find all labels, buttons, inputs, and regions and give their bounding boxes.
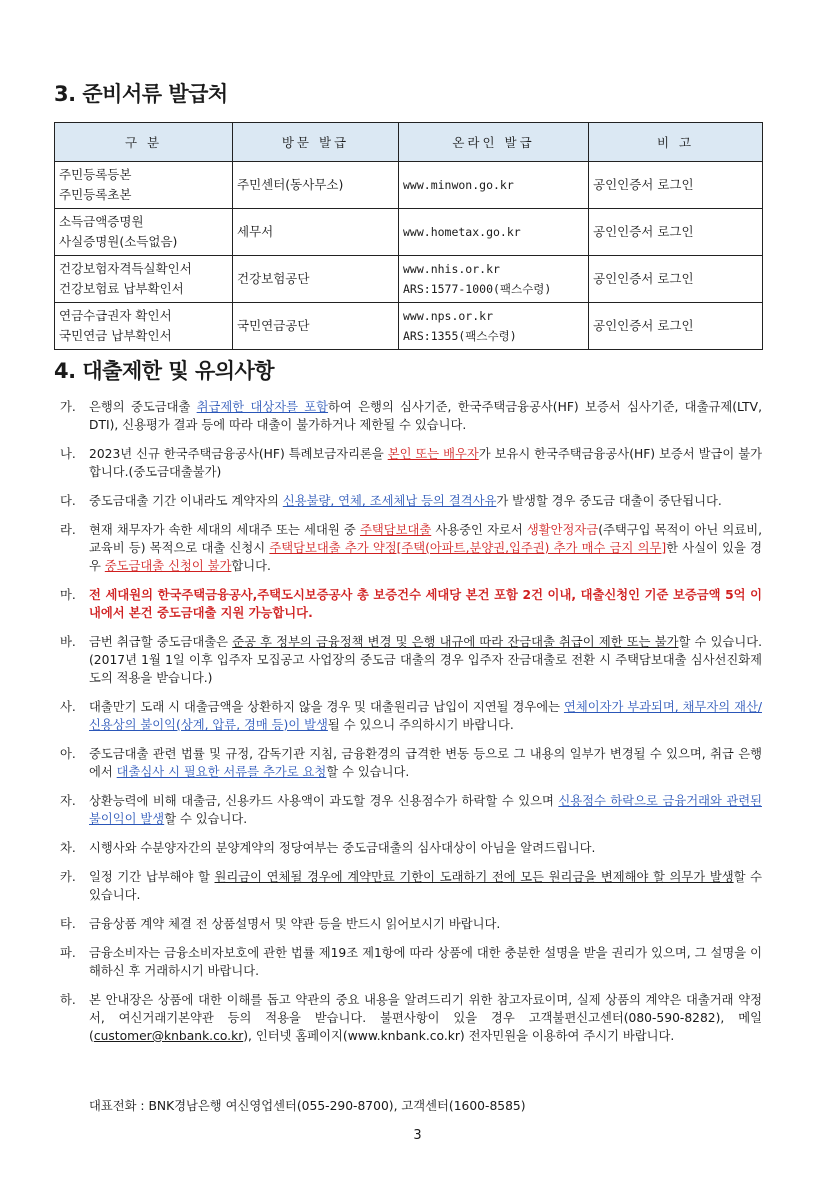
text-run: 할 수 있습니다. xyxy=(164,812,248,826)
header-note: 비 고 xyxy=(589,123,763,162)
text-run: 될 수 있으니 주의하시기 바랍니다. xyxy=(327,718,514,732)
list-item xyxy=(60,944,762,980)
text-run: (주택구입 목적이 아닌 의료비, 교육비 등) 목적으로 대출 신청시 xyxy=(89,523,762,555)
table-row xyxy=(55,303,763,350)
item-marker: 파. xyxy=(60,946,76,960)
item-text xyxy=(89,492,762,510)
item-marker: 다. xyxy=(60,494,76,508)
item-text xyxy=(89,398,762,434)
highlighted-text: customer@knbank.co.kr xyxy=(93,1029,244,1043)
contact-info: 대표전화 : BNK경남은행 여신영업센터(055-290-8700), 고객센터(1600-8585) xyxy=(89,1099,526,1113)
online-line: www.nhis.or.kr xyxy=(403,262,500,276)
list-item xyxy=(60,398,762,434)
cell-visit: 세무서 xyxy=(233,209,399,256)
online-line: www.minwon.go.kr xyxy=(403,178,514,192)
kind-line: 소득금액증명원 xyxy=(59,214,144,229)
online-line: www.hometax.go.kr xyxy=(403,225,521,239)
highlighted-text: 전 세대원의 한국주택금융공사,주택도시보증공사 총 보증건수 세대당 본건 포함 2건 이내, 대출신청인 기준 보증금액 5억 이내에서 본건 중도금대출 지원 가능합니다. xyxy=(89,588,762,620)
list-item xyxy=(60,868,762,904)
item-text xyxy=(89,445,762,481)
text-run: 대출만기 도래 시 대출금액을 상환하지 않을 경우 및 대출원리금 납입이 지연될 경우에는 xyxy=(89,700,564,714)
table-row xyxy=(55,162,763,209)
text-run: 금융상품 계약 체결 전 상품설명서 및 약관 등을 반드시 읽어보시기 바랍니다. xyxy=(89,917,501,931)
cell-kind xyxy=(55,162,233,209)
cell-online xyxy=(399,303,589,350)
item-text xyxy=(89,868,762,904)
highlighted-text: 원리금이 연체될 경우에 계약만료 기한이 도래하기 전에 모든 원리금을 변제해야 할 의무가 발생 xyxy=(214,870,734,884)
list-item xyxy=(60,492,762,510)
text-run: 본 안내장은 상품에 대한 이해를 돕고 약관의 중요 내용을 알려드리기 위한 참고자료이며, 실제 상품의 계약은 대출거래 약정서, 여신거래기본약관 등의 적용을 받습니다. 불편사항이 있을 경우 고객불편신고센터(080-590-8282), 메일( xyxy=(89,993,762,1043)
text-run: 상환능력에 비해 대출금, 신용카드 사용액이 과도할 경우 신용점수가 하락할 수 있으며 xyxy=(89,794,559,808)
text-run: 하여 은행의 심사기준, 한국주택금융공사(HF) 보증서 심사기준, 대출규제(LTV, DTI), 신용평가 결과 등에 따라 대출이 불가하거나 제한될 수 있습니다. xyxy=(89,400,762,432)
highlighted-text: 취급제한 대상자를 포함 xyxy=(196,400,329,414)
list-item xyxy=(60,839,762,857)
text-run: 중도금대출 기간 이내라도 계약자의 xyxy=(89,494,283,508)
table-row xyxy=(55,256,763,303)
item-text xyxy=(89,839,762,857)
cell-visit: 건강보험공단 xyxy=(233,256,399,303)
header-visit: 방문 발급 xyxy=(233,123,399,162)
kind-line: 연금수급권자 확인서 xyxy=(59,308,172,323)
text-run: 금융소비자는 금융소비자보호에 관한 법률 제19조 제1항에 따라 상품에 대한 충분한 설명을 받을 권리가 있으며, 그 설명을 이해하신 후 거래하시기 바랍니다. xyxy=(89,946,762,978)
table-row xyxy=(55,209,763,256)
list-item xyxy=(60,792,762,828)
highlighted-text: 연체이자가 부과되며, 채무자의 재산/신용상의 불이익(상계, 압류, 경매 등)이 발생 xyxy=(89,700,762,732)
kind-line: 건강보험자격득실확인서 xyxy=(59,261,192,276)
highlighted-text: 본인 또는 배우자 xyxy=(387,447,479,461)
list-item xyxy=(60,698,762,734)
cell-note: 공인인증서 로그인 xyxy=(589,162,763,209)
item-text xyxy=(89,944,762,980)
text-run: 현재 채무자가 속한 세대의 세대주 또는 세대원 중 xyxy=(89,523,360,537)
item-text xyxy=(89,633,762,687)
section-4-title: 4. 대출제한 및 유의사항 xyxy=(54,359,275,383)
cell-kind xyxy=(55,256,233,303)
text-run: 은행의 중도금대출 xyxy=(89,400,197,414)
highlighted-text: 주택담보대출 xyxy=(359,523,432,537)
kind-line: 건강보험료 납부확인서 xyxy=(59,281,184,296)
item-text xyxy=(89,745,762,781)
cell-visit: 국민연금공단 xyxy=(233,303,399,350)
item-text xyxy=(89,915,762,933)
cell-online xyxy=(399,162,589,209)
text-run: 할 수 있습니다. xyxy=(326,765,410,779)
highlighted-text: 신용불량, 연체, 조세체납 등의 결격사유 xyxy=(282,494,497,508)
section-3-title: 3. 준비서류 발급처 xyxy=(54,82,228,106)
documents-table xyxy=(54,122,763,350)
item-marker: 바. xyxy=(60,635,76,649)
online-line: www.nps.or.kr xyxy=(403,309,494,323)
list-item xyxy=(60,991,762,1045)
item-marker: 마. xyxy=(60,588,76,602)
text-run: 일정 기간 납부해야 할 xyxy=(89,870,215,884)
list-item xyxy=(60,445,762,481)
item-marker: 하. xyxy=(60,993,76,1007)
highlighted-text: 생활안정자금 xyxy=(526,523,599,537)
item-marker: 자. xyxy=(60,794,76,808)
cell-online xyxy=(399,209,589,256)
highlighted-text: 중도금대출 신청이 불가 xyxy=(104,559,232,573)
item-marker: 나. xyxy=(60,447,76,461)
text-run: 한 사실이 있을 경우 xyxy=(89,541,762,573)
item-marker: 아. xyxy=(60,747,76,761)
text-run: ), 인터넷 홈페이지(www.knbank.co.kr) 전자민원을 이용하여 주시기 바랍니다. xyxy=(243,1029,675,1043)
page-number: 3 xyxy=(413,1128,422,1143)
item-marker: 타. xyxy=(60,917,76,931)
online-line: ARS:1355(팩스수령) xyxy=(403,329,517,343)
highlighted-text: 신용점수 하락으로 금융거래와 관련된 불이익이 발생 xyxy=(89,794,762,826)
list-item xyxy=(60,586,762,622)
text-run: 금번 취급할 중도금대출은 xyxy=(89,635,233,649)
text-run: 시행사와 수분양자간의 분양계약의 정당여부는 중도금대출의 심사대상이 아님을 알려드립니다. xyxy=(89,841,596,855)
highlighted-text: 준공 후 정부의 금융정책 변경 및 은행 내규에 따라 잔금대출 취급이 제한 또는 불가 xyxy=(232,635,679,649)
cell-online xyxy=(399,256,589,303)
item-marker: 라. xyxy=(60,523,76,537)
highlighted-text: 대출심사 시 필요한 서류를 추가로 요청 xyxy=(116,765,327,779)
item-marker: 사. xyxy=(60,700,76,714)
kind-line: 국민연금 납부확인서 xyxy=(59,328,172,343)
list-item xyxy=(60,915,762,933)
kind-line: 주민등록등본 xyxy=(59,167,132,182)
list-item xyxy=(60,521,762,575)
list-item xyxy=(60,745,762,781)
text-run: 2023년 신규 한국주택금융공사(HF) 특례보금자리론을 xyxy=(89,447,388,461)
online-line: ARS:1577-1000(팩스수령) xyxy=(403,282,552,296)
item-text xyxy=(89,698,762,734)
list-item xyxy=(60,633,762,687)
text-run: 할 수 있습니다. xyxy=(89,870,763,902)
cell-note: 공인인증서 로그인 xyxy=(589,209,763,256)
text-run: 할 수 있습니다. (2017년 1월 1일 이후 입주자 모집공고 사업장의 중도금 대출의 경우 입주자 잔금대출로 전환 시 주택담보대출 심사선진화제도의 적용을 받습니다.) xyxy=(89,635,762,685)
item-text xyxy=(89,991,762,1045)
text-run: 가 발생할 경우 중도금 대출이 중단됩니다. xyxy=(496,494,722,508)
cell-note: 공인인증서 로그인 xyxy=(589,256,763,303)
highlighted-text: 주택담보대출 추가 약정[주택(아파트,분양권,입주권) 추가 매수 금지 의무] xyxy=(269,541,667,555)
item-text xyxy=(89,586,762,622)
kind-line: 주민등록초본 xyxy=(59,187,132,202)
cell-note: 공인인증서 로그인 xyxy=(589,303,763,350)
cell-visit: 주민센터(동사무소) xyxy=(233,162,399,209)
header-online: 온라인 발급 xyxy=(399,123,589,162)
table-header-row xyxy=(55,123,763,162)
text-run: 중도금대출 관련 법률 및 규정, 감독기관 지침, 금융환경의 급격한 변동 등으로 그 내용의 일부가 변경될 수 있으며, 취급 은행에서 xyxy=(89,747,762,779)
cell-kind xyxy=(55,303,233,350)
item-marker: 차. xyxy=(60,841,76,855)
precautions-list xyxy=(60,398,762,1056)
text-run: 합니다. xyxy=(231,559,271,573)
text-run: 사용중인 자로서 xyxy=(431,523,527,537)
item-text xyxy=(89,792,762,828)
kind-line: 사실증명원(소득없음) xyxy=(59,234,178,249)
header-category: 구 분 xyxy=(55,123,233,162)
item-text xyxy=(89,521,762,575)
item-marker: 카. xyxy=(60,870,76,884)
text-run: 가 보유시 한국주택금융공사(HF) 보증서 발급이 불가합니다.(중도금대출불가) xyxy=(89,447,762,479)
cell-kind xyxy=(55,209,233,256)
item-marker: 가. xyxy=(60,400,76,414)
